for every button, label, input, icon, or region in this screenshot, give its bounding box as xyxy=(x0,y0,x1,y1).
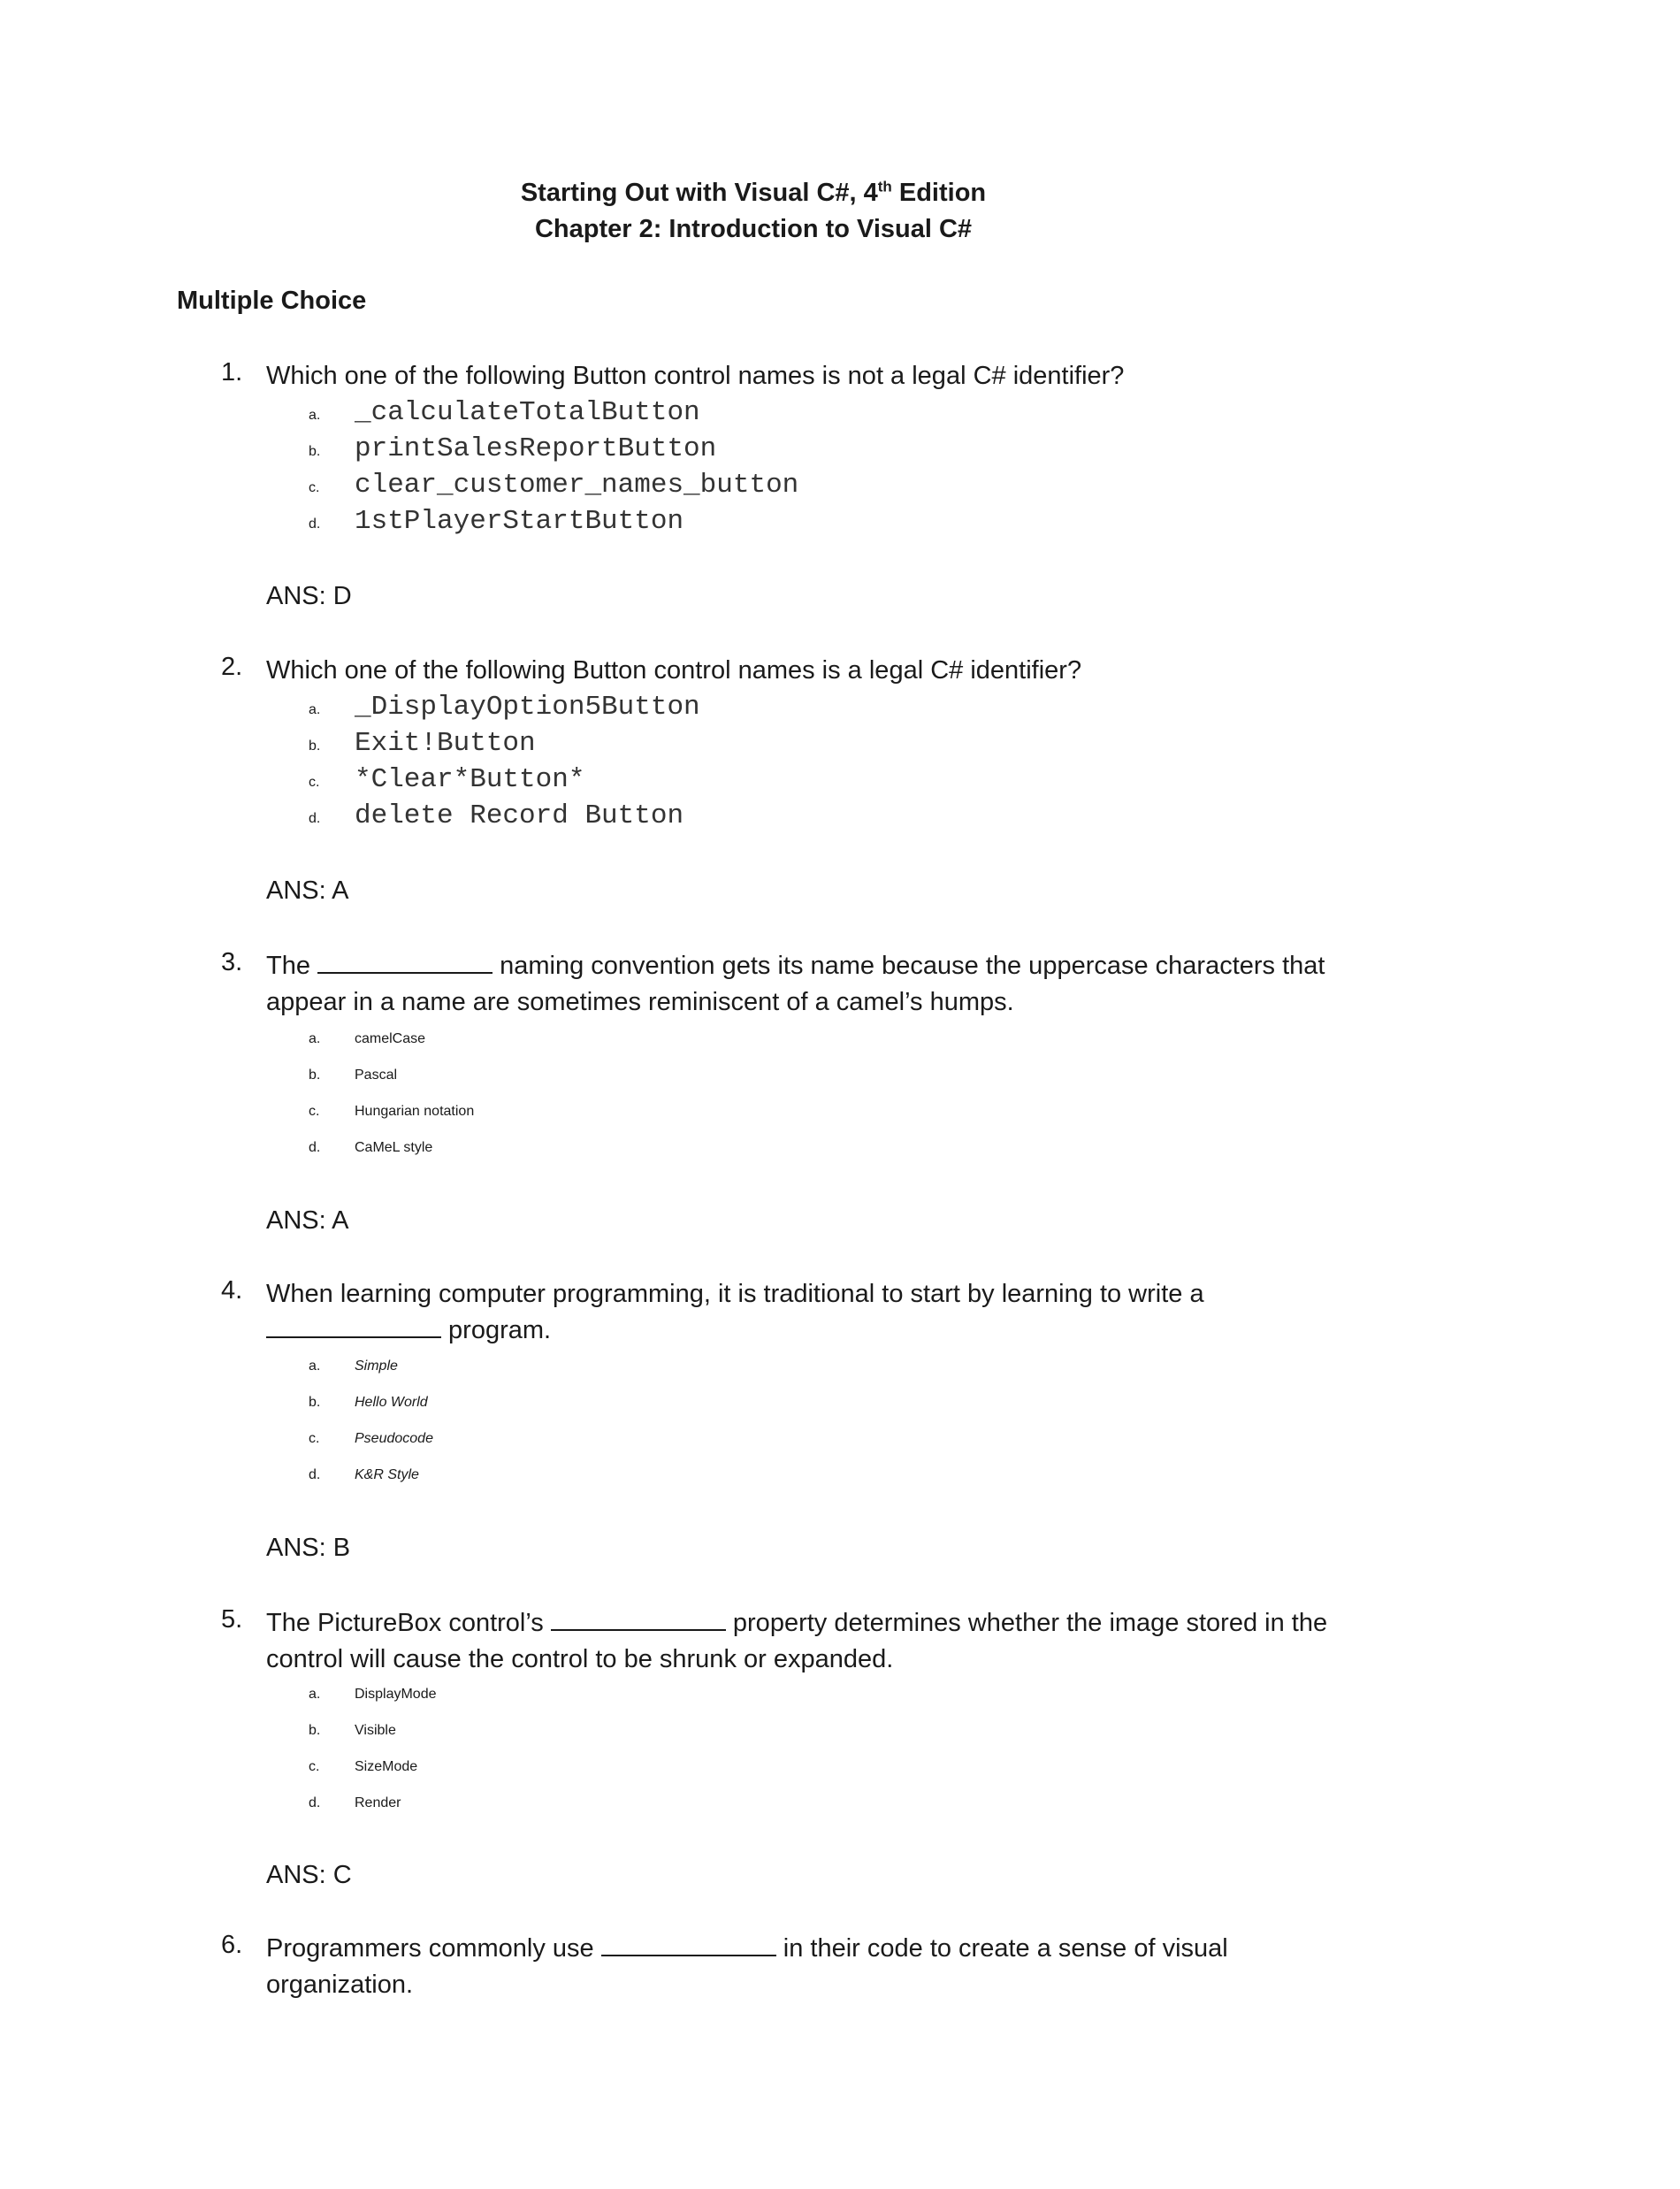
answer-blank xyxy=(266,1313,441,1338)
answer: ANS: A xyxy=(266,1206,349,1235)
question-text: When learning computer programming, it is traditional to start by learning to write a program. xyxy=(266,1280,1204,1344)
question-1-options xyxy=(309,394,798,540)
answer-blank xyxy=(601,1932,776,1956)
question-text: Programmers commonly use in their code to create a sense of visual organization. xyxy=(266,1931,1354,2003)
option-c: c. Pseudocode xyxy=(309,1431,433,1446)
question-number: 2. xyxy=(221,653,243,681)
chapter-title: Chapter 2: Introduction to Visual C# xyxy=(534,215,973,243)
question-text: Which one of the following Button control names is not a legal C# identifier? xyxy=(266,362,1125,390)
question-number: 3. xyxy=(221,948,243,976)
option-d: d. K&R Style xyxy=(309,1467,419,1482)
question-3-options xyxy=(309,1021,474,1166)
option-b: b. Visible xyxy=(309,1723,396,1738)
question-number: 6. xyxy=(221,1931,243,1959)
title-suffix: Edition xyxy=(891,179,987,207)
title-prefix: Starting Out with Visual C#, 4 xyxy=(520,179,878,207)
answer-blank xyxy=(551,1606,726,1631)
option-b: b. Pascal xyxy=(309,1068,398,1083)
document-title xyxy=(0,179,1507,208)
question-5-options xyxy=(309,1676,436,1821)
section-heading: Multiple Choice xyxy=(177,287,367,315)
question-text: The PictureBox control’s property determines whether the image stored in the control will cause the control to be shrunk or expanded. xyxy=(266,1605,1354,1678)
question-number: 4. xyxy=(221,1276,243,1305)
title-superscript: th xyxy=(877,178,892,195)
option-b: b. printSalesReportButton xyxy=(309,433,717,464)
answer: ANS: B xyxy=(266,1534,351,1562)
option-d: d. CaMeL style xyxy=(309,1140,433,1155)
option-c: c. SizeMode xyxy=(309,1759,418,1774)
option-d: d. delete Record Button xyxy=(309,800,684,831)
answer: ANS: D xyxy=(266,582,352,610)
option-c: c. Hungarian notation xyxy=(309,1104,475,1119)
question-number: 5. xyxy=(221,1605,243,1634)
question-text: The naming convention gets its name because the uppercase characters that appear in a name are sometimes reminiscent of a camel’s humps. xyxy=(266,948,1354,1021)
option-a: a. DisplayMode xyxy=(309,1687,437,1702)
option-b: b. Hello World xyxy=(309,1395,428,1410)
option-d: d. 1stPlayerStartButton xyxy=(309,506,684,537)
option-a: a. _calculateTotalButton xyxy=(309,397,700,428)
question-text: Which one of the following Button control names is a legal C# identifier? xyxy=(266,656,1082,685)
option-a: a. Simple xyxy=(309,1359,398,1374)
answer-blank xyxy=(317,949,493,974)
answer: ANS: A xyxy=(266,876,349,905)
question-number: 1. xyxy=(221,358,243,387)
question-4-options xyxy=(309,1348,433,1493)
option-d: d. Render xyxy=(309,1795,401,1810)
option-a: a. _DisplayOption5Button xyxy=(309,692,700,723)
question-2-options xyxy=(309,689,700,834)
answer: ANS: C xyxy=(266,1861,352,1889)
option-c: c. *Clear*Button* xyxy=(309,764,585,795)
option-c: c. clear_customer_names_button xyxy=(309,470,799,501)
option-b: b. Exit!Button xyxy=(309,728,536,759)
option-a: a. camelCase xyxy=(309,1031,426,1046)
